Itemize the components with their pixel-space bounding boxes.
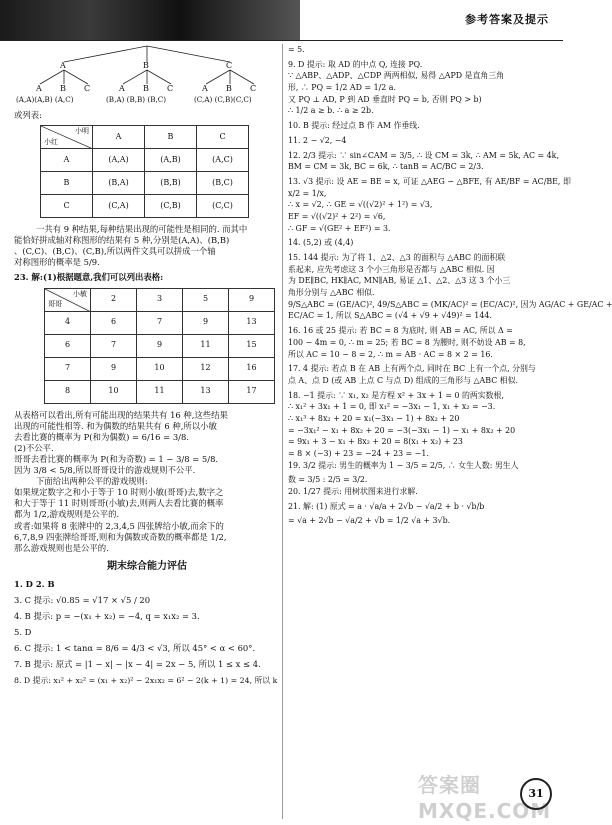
right-column <box>288 44 612 527</box>
answer-line: 13. √3 提示: 设 AE = BE = x, 可证 △AEG ∽ △BFE, 有 AE/BF = AC/BE, 即 <box>288 176 571 186</box>
answer-line: = √a + 2√b − √a/2 + √b = 1/2 √a + 3√b. <box>288 516 451 526</box>
table-header-cell: C <box>197 126 249 149</box>
answer-line: 11. 2 − √2, −4 <box>288 135 347 145</box>
column-divider <box>282 44 283 819</box>
answer-line: 系起来, 应先考虑这 3 个小三角形是否都与 △ABC 相似. 因 <box>288 264 495 274</box>
answer-line: 8. D 提示: x₁² + x₂² = (x₁ + x₂)² − 2x₁x₂ = 6² − 2(k + 1) = 24, 所以 k <box>14 675 278 685</box>
answer-line: ∴ GF = √(GE² + EF²) = 3. <box>288 223 391 233</box>
page-number: 31 <box>520 778 552 810</box>
text-line: 如果规定数字之和小于等于 10 时则小敏(哥哥)去,数字之 <box>14 487 224 498</box>
header-rule <box>0 40 563 41</box>
table-header-cell: 9 <box>229 288 275 311</box>
text-line: 一共有 9 种结果,每种结果出现的可能性是相同的. 而其中 <box>36 224 248 235</box>
sum-table <box>44 288 275 404</box>
table-row: A (A,A) (A,B) (A,C) <box>41 149 249 172</box>
answer-line: ∴ x₁² + 3x₁ + 1 = 0, 即 x₁² = −3x₁ − 1, x₁ + x₂ = −3. <box>288 402 496 412</box>
answer-line: 又 PQ ⊥ AD, P 到 AD 垂直时 PQ = b, 否则 PQ > b) <box>288 94 482 104</box>
answer-line: 12. 2/3 提示: ∵ sin∠CAM = 3/5, ∴ 设 CM = 3k, ∴ AM = 5k, AC = 4k, <box>288 150 559 160</box>
watermark: 答案圈 MXQE.COM <box>418 773 552 824</box>
table-row: 8 10 11 13 17 <box>45 380 275 403</box>
table-row: C (C,A) (C,B) (C,C) <box>41 195 249 218</box>
answer-line: 14. (5,2) 或 (4,4) <box>288 238 354 248</box>
answer-line: 1. D 2. B <box>14 578 55 589</box>
answer-line: 6. C 提示: 1 < tanα = 8/6 = 4/3 < √3, 所以 45° < α < 60°. <box>14 643 256 654</box>
tree-leaf: B <box>226 84 232 93</box>
table-header-cell: 5 <box>183 288 229 311</box>
text-line: (2)不公平. <box>14 442 54 453</box>
answer-line: 19. 3/2 提示: 男生的概率为 1 − 3/5 = 2/5, ∴ 女生人数: 男生人 <box>288 460 519 470</box>
answer-line: 3. C 提示: √0.85 = √17 × √5 / 20 <box>14 595 151 606</box>
answer-line: 4. B 提示: p = −(x₁ + x₂) = −4, q = x₁x₂ = 3. <box>14 611 200 622</box>
text-line: 出现的可能性相等. 和为偶数的结果共有 6 种,所以小敏 <box>14 420 217 431</box>
header-banner-image <box>0 0 300 40</box>
tree-leaf: A <box>36 84 42 93</box>
table-header-cell: 3 <box>137 288 183 311</box>
table-corner: 小敏 哥哥 <box>45 288 91 311</box>
tree-leaf: C <box>250 84 257 93</box>
table-row: 4 6 7 9 13 <box>45 311 275 334</box>
answer-line: 9/S△ABC = (GE/AC)², 49/S△ABC = (MK/AC)² = (EC/AC)², 因为 AG/AC + GE/AC + <box>288 299 612 309</box>
answer-line: BM = CM = 3k, BC = 6k, ∴ tanB = AC/BC = 2/3. <box>288 162 484 172</box>
tree-leaf: C <box>84 84 91 93</box>
answer-line: 形, ∴ PQ = 1/2 AD = 1/2 a. <box>288 83 396 93</box>
text-line: 或者:如果将 8 张牌中的 2,3,4,5 四张牌给小敏,而余下的 <box>14 520 224 531</box>
text-line: 从表格可以看出,所有可能出现的结果共有 16 种,这些结果 <box>14 409 228 420</box>
answer-line: 100 − 4m = 0, ∴ m = 25; 若 BC = 8 为腰时, 则不妨设 AB = 8, <box>288 337 526 347</box>
answer-line: 16. 16 或 25 提示: 若 BC = 8 为底时, 则 AB = AC, 所以 Δ = <box>288 326 513 336</box>
left-column <box>14 44 280 686</box>
answer-line: 17. 4 提示: 若点 B 在 AB 上有两个点, 同时在 BC 上有一个点, 分别与 <box>288 364 536 374</box>
text-line: 6,7,8,9 四张牌给哥哥,则和为偶数或奇数的概率都是 1/2, <box>14 531 227 542</box>
answer-line: EC/AC = 1, 所以 S△ABC = (√4 + √9 + √49)² = 144. <box>288 311 492 321</box>
tree-node: B <box>143 61 149 70</box>
table-header-cell: A <box>93 126 145 149</box>
answer-line: ∴ x = √2, ∴ GE = √((√2)² + 1²) = √3, <box>288 200 433 210</box>
table-row: B (B,A) (B,B) (B,C) <box>41 172 249 195</box>
answer-line: 5. D <box>14 627 32 638</box>
text-line: 能恰好拼成轴对称图形的结果有 5 种,分别是(A,A)、(B,B) <box>14 235 230 246</box>
text-line: 哥哥去看比赛的概率为 P(和为奇数) = 1 − 3/8 = 5/8. <box>14 453 219 464</box>
answer-line: 20. 1/27 提示: 用树状图来进行求解. <box>288 487 418 497</box>
answer-line: = 5. <box>288 45 305 54</box>
text-line: 都为 1/2,游戏规则是公平的. <box>14 509 120 520</box>
tree-leaf: B <box>143 84 149 93</box>
text-line: 下面给出两种公平的游戏规则: <box>36 476 148 487</box>
answer-line: ∴ x₁³ + 8x₂ + 20 = x₁(−3x₁ − 1) + 8x₂ + 20 <box>288 413 460 423</box>
section-title: 期末综合能力评估 <box>107 560 187 572</box>
answer-line: 7. B 提示: 原式 = |1 − x| − |x − 4| = 2x − 5, 所以 1 ≤ x ≤ 4. <box>14 659 261 670</box>
table-row: 6 7 9 11 15 <box>45 334 275 357</box>
text-line: 那么游戏规则也是公平的. <box>14 542 109 553</box>
page-header <box>0 0 563 40</box>
tree-diagram <box>14 44 280 106</box>
text-line: 因为 3/8 < 5/8,所以哥哥设计的游戏规则不公平. <box>14 465 196 476</box>
answer-line: 所以 AC = 10 − 8 = 2, ∴ m = AB · AC = 8 × 2 = 16. <box>288 349 493 359</box>
tree-leaf: A <box>119 84 125 93</box>
answer-line: 数 = 3/5 : 2/5 = 3/2. <box>288 475 368 485</box>
table-row: 7 9 10 12 16 <box>45 357 275 380</box>
text-line: 去看比赛的概率为 P(和为偶数) = 6/16 = 3/8. <box>14 431 189 442</box>
answer-line: 角形分别与 △ABC 相似. <box>288 288 375 298</box>
answer-line: = −3x₁² − x₁ + 8x₂ + 20 = −3(−3x₁ − 1) − x₁ + 8x₂ + 20 <box>288 425 516 435</box>
answer-line: = 9x₁ + 3 − x₁ + 8x₂ + 20 = 8(x₁ + x₂) + 23 <box>288 437 463 447</box>
answer-line: 9. D 提示: 取 AD 的中点 Q, 连接 PQ. <box>288 59 423 69</box>
table-header-cell: B <box>145 126 197 149</box>
tree-outcomes: (B,A) (B,B) (B,C) <box>106 95 167 104</box>
text-line: 对称图形的概率是 5/9. <box>14 257 100 268</box>
answer-line: 18. −1 提示: ∵ x₁, x₂ 是方程 x² + 3x + 1 = 0 的两实数根, <box>288 390 504 400</box>
tree-leaf: C <box>167 84 174 93</box>
answer-line: ∵ △ABP、△ADP、△CDP 两两相似, 易得 △APD 是直角三角 <box>288 71 505 81</box>
tree-node: C <box>226 61 233 70</box>
tree-outcomes: (C,A) (C,B)(C,C) <box>194 95 252 104</box>
answer-line: ∴ 1/2 a ≥ b. ∴ a ≥ 2b. <box>288 106 374 116</box>
answer-line: 15. 144 提示: 为了将 1、△2、△3 的面积与 △ABC 的面积联 <box>288 253 506 262</box>
text-line: 或列表: <box>14 110 42 120</box>
table-header-cell: 2 <box>91 288 137 311</box>
table-corner: 小明 小红 <box>41 126 93 149</box>
tree-outcomes: (A,A)(A,B) (A,C) <box>16 95 74 104</box>
answer-line: 点 A、点 D (或 AB 上点 C 与点 D) 组成的三角形与 △ABC 相似. <box>288 375 519 385</box>
tree-node: A <box>60 61 66 70</box>
answer-line: 为 DE∥BC, HK∥AC, MN∥AB, 易证 △1、△2、△3 这 3 个小三 <box>288 276 511 286</box>
header-title: 参考答案及提示 <box>465 13 549 26</box>
text-line: 、(C,C)、(B,C)、(C,B),所以两件文具可以拼成一个轴 <box>14 246 216 257</box>
outcome-table <box>40 125 249 218</box>
text-line: 和大于等于 11 时则哥哥(小敏)去,则两人去看比赛的概率 <box>14 498 224 509</box>
question-23: 23. 解:(1)根据题意,我们可以列出表格: <box>14 272 164 283</box>
tree-leaf: B <box>60 84 66 93</box>
answer-line: x/2 = 1/x, <box>288 188 327 198</box>
answer-line: 21. 解: (1) 原式 = a · √a/a + 2√b − √a/2 + b · √b/b <box>288 501 485 511</box>
answer-line: = 8 × (−3) + 23 = −24 + 23 = −1. <box>288 449 429 458</box>
answer-line: EF = √((√2)² + 2²) = √6, <box>288 211 386 221</box>
tree-leaf: A <box>202 84 208 93</box>
answer-line: 10. B 提示: 经过点 B 作 AM 作垂线. <box>288 121 420 131</box>
